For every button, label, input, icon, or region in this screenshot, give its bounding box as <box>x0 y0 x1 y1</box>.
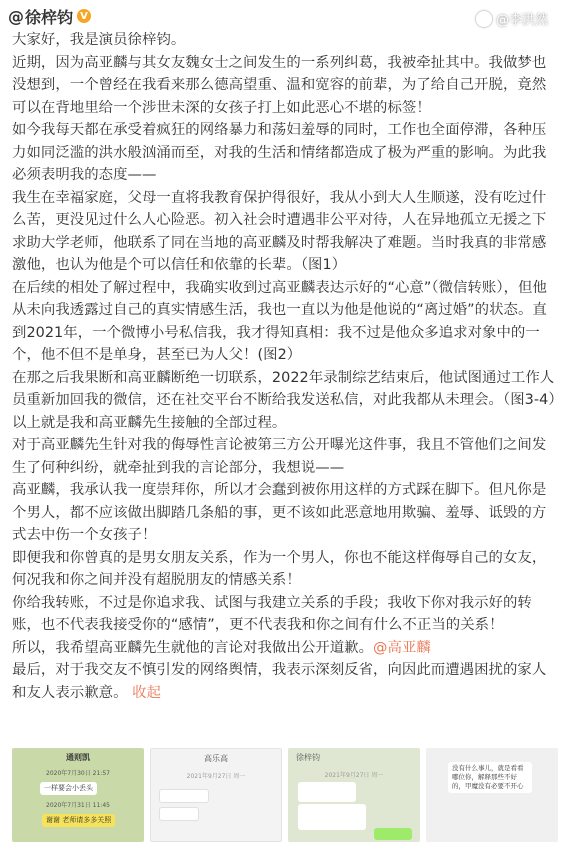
chat-time: 2020年7月31日 11:45 <box>46 802 110 809</box>
chat-title: 高乐高 <box>204 754 228 763</box>
chat-time: 2021年9月27日 周一 <box>324 772 384 779</box>
chat-bubble <box>298 804 366 830</box>
weibo-logo-icon <box>476 11 492 27</box>
paragraph: 即便我和你曾真的是男女朋友关系，作为一个男人，你也不能这样侮辱自己的女友，何况我和你之间并没有超脱朋友的情感关系！ <box>12 549 547 588</box>
image-gallery <box>12 748 560 842</box>
chat-time: 2021年9月27日 周一 <box>186 773 246 780</box>
watermark-text: @李洪然 <box>495 13 548 28</box>
chat-title: 通则凯 <box>66 753 90 762</box>
mention-link[interactable]: @高亚麟 <box>373 639 431 656</box>
verified-badge-icon: V <box>77 9 91 23</box>
chat-title: 徐梓钧 <box>296 753 320 762</box>
paragraph: 我生在幸福家庭，父母一直将我教育保护得很好，我从小到大人生顺遂，没有吃过什么苦，更没见过什么人心险恶。初入社会时遭遇非公平对待，人在异地孤立无援之下求助大学老师，他联系了同在当地的高亚麟及时帮我解决了难题。当时我真的非常感激他，也认为他是个可以信任和依靠的长辈。（图1） <box>12 189 547 273</box>
chat-bubble: 一样要会小丢头 <box>40 782 97 795</box>
chat-time: 2020年7月30日 21:57 <box>46 770 110 777</box>
chat-bubble: 没有什么事儿，就是看看哪位你，解释那些不好的，甲魔没有必要不开心 <box>448 762 532 793</box>
watermark <box>476 9 548 28</box>
chat-bubble: 谢谢 老师请多多关照 <box>42 814 115 827</box>
final-text: 最后，对于我交友不慎引发的网络舆情，我表示深刻反省，向因此而遭遇困扰的家人和友人表示歉意。 <box>12 662 547 701</box>
chat-bubble <box>159 807 199 821</box>
chat-bubble <box>159 789 209 803</box>
paragraph: 你给我转账，不过是你追求我、试图与我建立关系的手段；我收下你对我示好的转账，也不代表我接受你的“感情”，更不代表我和你之间有什么不正当的关系！ <box>12 594 532 633</box>
paragraph: 如今我每天都在承受着疯狂的网络暴力和荡妇羞辱的同时，工作也全面停滞，各种压力如同泛滥的洪水般汹涌而至，对我的生活和情绪都造成了极为严重的影响。为此我必须表明我的态度—— <box>12 122 547 183</box>
paragraph: 在那之后我果断和高亚麟断绝一切联系，2022年录制综艺结束后，他试图通过工作人员重新加回我的微信，还在社交平台不断给我发送私信，对此我都从未理会。（图3-4）以上就是我和高亚麟先生接触的全部过程。 <box>12 369 556 431</box>
image-thumbnail-2[interactable] <box>150 748 282 842</box>
chat-bubble <box>298 782 356 802</box>
post-body <box>12 29 557 704</box>
paragraph-final <box>12 659 557 704</box>
paragraph: 在后续的相处了解过程中，我确实收到过高亚麟表达示好的“心意”（微信转账），但他从未向我透露过自己的真实情感生活，我也一直以为他是他说的“离过婚”的状态。直到2021年，一个微博小号私信我，我才得知真相：我不过是他众多追求对象中的一个，他不但不是单身，甚至已为人父！(图2） <box>12 279 547 363</box>
collapse-link[interactable]: 收起 <box>132 684 162 701</box>
paragraph: 大家好，我是演员徐梓钧。 <box>12 32 186 48</box>
image-thumbnail-3[interactable] <box>288 748 420 842</box>
image-thumbnail-1[interactable] <box>12 748 144 842</box>
author-name[interactable]: 徐梓钧 <box>25 7 74 27</box>
apology-text: 所以，我希望高亚麟先生就他的言论对我做出公开道歉。 <box>12 639 374 656</box>
image-thumbnail-4[interactable] <box>426 748 558 842</box>
paragraph-apology-request <box>12 637 557 660</box>
chat-bubble <box>374 828 412 840</box>
at-symbol: @ <box>8 6 24 26</box>
paragraph: 高亚麟，我承认我一度崇拜你，所以才会蠢到被你用这样的方式踩在脚下。但凡你是个男人，都不应该做出脚踏几条船的事，更不该如此恶意地用欺骗、羞辱、诋毁的方式去中伤一个女孩子！ <box>12 482 547 543</box>
paragraph: 近期，因为高亚麟与其女友魏女士之间发生的一系列纠葛，我被牵扯其中。我做梦也没想到，一个曾经在我看来那么德高望重、温和宽容的前辈，为了给自己开脱，竟然可以在背地里给一个涉世未深的女孩子打上如此恶心不堪的标签！ <box>12 54 547 116</box>
paragraph: 对于高亚麟先生针对我的侮辱性言论被第三方公开曝光这件事，我且不管他们之间发生了何种纠纷，就牵扯到我的言论部分，我想说—— <box>12 437 547 476</box>
